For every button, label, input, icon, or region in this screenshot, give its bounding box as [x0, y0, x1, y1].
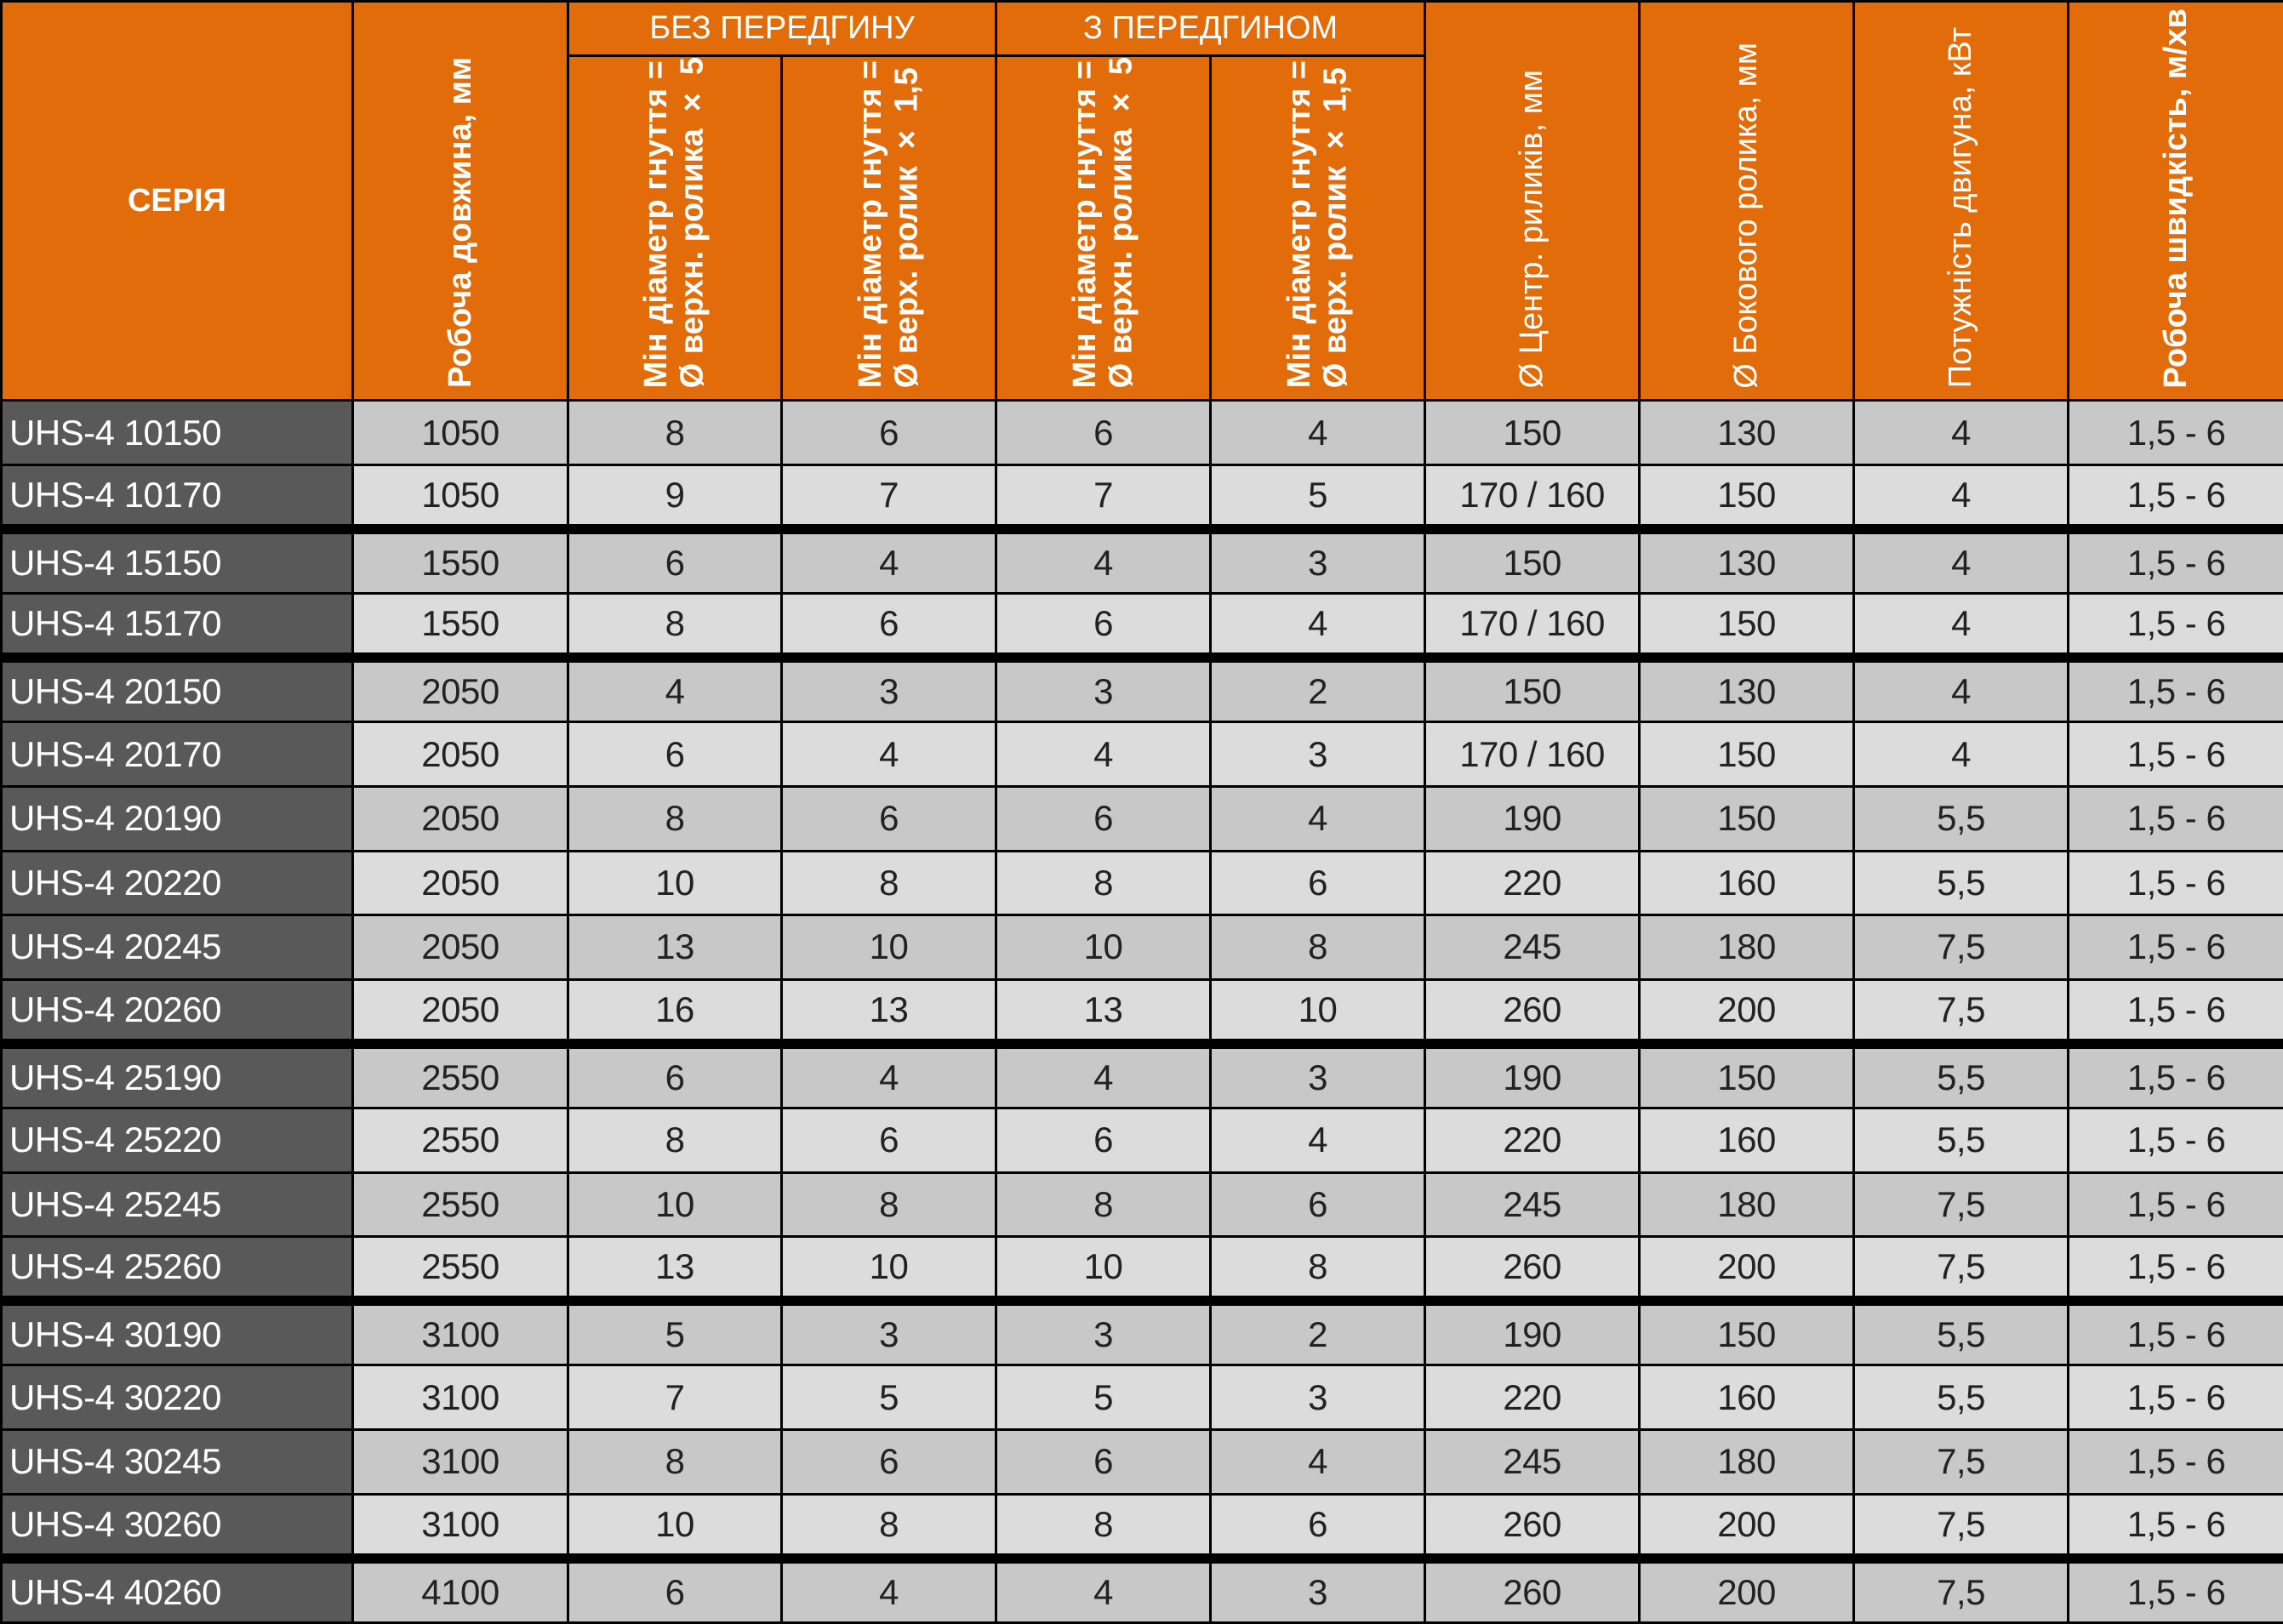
header-motor-power-label: Потужність двигуна, кВт	[1943, 27, 1979, 388]
min-diameter-b-cell: 7	[782, 465, 996, 530]
motor-power-cell: 4	[1854, 529, 2069, 594]
motor-power-cell: 5,5	[1854, 1044, 2069, 1108]
side-roller-cell: 130	[1640, 529, 1854, 594]
working-speed-cell: 1,5 - 6	[2069, 1429, 2283, 1494]
min-diameter-a-cell: 13	[568, 915, 782, 980]
series-cell: UHS-4 25260	[2, 1237, 353, 1302]
series-cell: UHS-4 15170	[2, 594, 353, 658]
working-length-cell: 2050	[353, 915, 568, 980]
min-diameter-c-cell: 6	[996, 401, 1211, 465]
series-cell: UHS-4 20150	[2, 658, 353, 722]
center-roller-cell: 170 / 160	[1425, 722, 1640, 787]
min-diameter-c-cell: 13	[996, 979, 1211, 1044]
center-roller-cell: 170 / 160	[1425, 465, 1640, 530]
min-diameter-c-cell: 8	[996, 1172, 1211, 1237]
header-min-diameter-a-line2: Ø верхн. ролика × 5	[675, 57, 711, 388]
center-roller-cell: 260	[1425, 1237, 1640, 1302]
table-row	[2, 1172, 2283, 1237]
series-cell: UHS-4 20260	[2, 979, 353, 1044]
header-min-diameter-c-line1: Мін діаметр гнуття =	[1067, 60, 1103, 388]
header-min-diameter-c-line2: Ø верхн. ролика × 5	[1104, 57, 1139, 388]
working-length-cell: 1550	[353, 529, 568, 594]
min-diameter-a-cell: 8	[568, 401, 782, 465]
working-length-cell: 4100	[353, 1558, 568, 1623]
min-diameter-b-cell: 6	[782, 1429, 996, 1494]
min-diameter-c-cell: 6	[996, 1108, 1211, 1172]
min-diameter-c-cell: 10	[996, 1237, 1211, 1302]
min-diameter-b-cell: 4	[782, 722, 996, 787]
min-diameter-b-cell: 8	[782, 851, 996, 915]
table-body	[2, 401, 2283, 1622]
min-diameter-d-cell: 2	[1211, 1301, 1425, 1365]
header-group-without-prebend: БЕЗ ПЕРЕДГИНУ	[568, 2, 996, 56]
series-cell: UHS-4 20190	[2, 786, 353, 851]
center-roller-cell: 245	[1425, 1429, 1640, 1494]
header-min-diameter-d-label	[1281, 60, 1354, 388]
working-length-cell: 3100	[353, 1301, 568, 1365]
side-roller-cell: 200	[1640, 979, 1854, 1044]
min-diameter-b-cell: 4	[782, 529, 996, 594]
working-length-cell: 2550	[353, 1108, 568, 1172]
min-diameter-a-cell: 7	[568, 1365, 782, 1430]
min-diameter-c-cell: 6	[996, 594, 1211, 658]
header-side-roller	[1640, 2, 1854, 401]
working-speed-cell: 1,5 - 6	[2069, 979, 2283, 1044]
table-row	[2, 722, 2283, 787]
motor-power-cell: 7,5	[1854, 1429, 2069, 1494]
min-diameter-c-cell: 3	[996, 658, 1211, 722]
motor-power-cell: 5,5	[1854, 786, 2069, 851]
min-diameter-d-cell: 4	[1211, 401, 1425, 465]
motor-power-cell: 7,5	[1854, 1237, 2069, 1302]
table-row	[2, 851, 2283, 915]
min-diameter-a-cell: 16	[568, 979, 782, 1044]
motor-power-cell: 5,5	[1854, 1301, 2069, 1365]
side-roller-cell: 150	[1640, 465, 1854, 530]
min-diameter-c-cell: 4	[996, 722, 1211, 787]
min-diameter-b-cell: 6	[782, 1108, 996, 1172]
working-speed-cell: 1,5 - 6	[2069, 658, 2283, 722]
table-row	[2, 1301, 2283, 1365]
min-diameter-a-cell: 4	[568, 658, 782, 722]
side-roller-cell: 200	[1640, 1558, 1854, 1623]
working-speed-cell: 1,5 - 6	[2069, 1108, 2283, 1172]
motor-power-cell: 4	[1854, 722, 2069, 787]
working-speed-cell: 1,5 - 6	[2069, 594, 2283, 658]
min-diameter-a-cell: 13	[568, 1237, 782, 1302]
center-roller-cell: 220	[1425, 851, 1640, 915]
side-roller-cell: 130	[1640, 658, 1854, 722]
table-row	[2, 1237, 2283, 1302]
center-roller-cell: 220	[1425, 1365, 1640, 1430]
table-row	[2, 529, 2283, 594]
center-roller-cell: 150	[1425, 401, 1640, 465]
min-diameter-d-cell: 4	[1211, 594, 1425, 658]
center-roller-cell: 260	[1425, 1558, 1640, 1623]
min-diameter-a-cell: 10	[568, 1494, 782, 1558]
min-diameter-c-cell: 4	[996, 1558, 1211, 1623]
header-center-rollers-label: Ø Центр. риликів, мм	[1514, 70, 1550, 388]
header-side-roller-label: Ø Бокового ролика, мм	[1728, 43, 1765, 389]
min-diameter-a-cell: 8	[568, 786, 782, 851]
header-min-diameter-b-label	[853, 60, 925, 388]
motor-power-cell: 5,5	[1854, 1108, 2069, 1172]
min-diameter-a-cell: 5	[568, 1301, 782, 1365]
side-roller-cell: 180	[1640, 1172, 1854, 1237]
min-diameter-d-cell: 3	[1211, 722, 1425, 787]
min-diameter-b-cell: 3	[782, 658, 996, 722]
side-roller-cell: 200	[1640, 1494, 1854, 1558]
min-diameter-d-cell: 6	[1211, 1494, 1425, 1558]
side-roller-cell: 160	[1640, 1108, 1854, 1172]
header-working-speed-label: Робоча швидкість, м/хв	[2158, 9, 2195, 389]
min-diameter-a-cell: 6	[568, 529, 782, 594]
center-roller-cell: 260	[1425, 1494, 1640, 1558]
working-speed-cell: 1,5 - 6	[2069, 1365, 2283, 1430]
motor-power-cell: 4	[1854, 658, 2069, 722]
table-row	[2, 1494, 2283, 1558]
table-row	[2, 1044, 2283, 1108]
min-diameter-a-cell: 8	[568, 594, 782, 658]
working-length-cell: 2050	[353, 786, 568, 851]
center-roller-cell: 220	[1425, 1108, 1640, 1172]
min-diameter-d-cell: 2	[1211, 658, 1425, 722]
table-row	[2, 1108, 2283, 1172]
min-diameter-c-cell: 8	[996, 1494, 1211, 1558]
side-roller-cell: 150	[1640, 1044, 1854, 1108]
min-diameter-d-cell: 3	[1211, 529, 1425, 594]
side-roller-cell: 200	[1640, 1237, 1854, 1302]
series-cell: UHS-4 20245	[2, 915, 353, 980]
min-diameter-b-cell: 3	[782, 1301, 996, 1365]
series-cell: UHS-4 25190	[2, 1044, 353, 1108]
min-diameter-b-cell: 5	[782, 1365, 996, 1430]
working-speed-cell: 1,5 - 6	[2069, 851, 2283, 915]
series-cell: UHS-4 20170	[2, 722, 353, 787]
table-row	[2, 786, 2283, 851]
table-row	[2, 1429, 2283, 1494]
motor-power-cell: 7,5	[1854, 1172, 2069, 1237]
center-roller-cell: 190	[1425, 786, 1640, 851]
table-row	[2, 1558, 2283, 1623]
header-group-with-prebend: З ПЕРЕДГИНОМ	[996, 2, 1425, 56]
min-diameter-d-cell: 4	[1211, 1108, 1425, 1172]
side-roller-cell: 160	[1640, 1365, 1854, 1430]
center-roller-cell: 245	[1425, 915, 1640, 980]
working-length-cell: 1050	[353, 401, 568, 465]
center-roller-cell: 190	[1425, 1044, 1640, 1108]
min-diameter-a-cell: 6	[568, 1044, 782, 1108]
table-row	[2, 401, 2283, 465]
header-motor-power	[1854, 2, 2069, 401]
header-series: СЕРІЯ	[2, 2, 353, 401]
min-diameter-d-cell: 8	[1211, 915, 1425, 980]
table-row	[2, 594, 2283, 658]
min-diameter-b-cell: 6	[782, 401, 996, 465]
min-diameter-d-cell: 4	[1211, 1429, 1425, 1494]
header-min-diameter-d-line1: Мін діаметр гнуття =	[1281, 60, 1317, 388]
working-length-cell: 2050	[353, 658, 568, 722]
min-diameter-d-cell: 8	[1211, 1237, 1425, 1302]
working-speed-cell: 1,5 - 6	[2069, 1172, 2283, 1237]
motor-power-cell: 7,5	[1854, 979, 2069, 1044]
series-cell: UHS-4 25220	[2, 1108, 353, 1172]
motor-power-cell: 7,5	[1854, 1494, 2069, 1558]
motor-power-cell: 5,5	[1854, 1365, 2069, 1430]
header-min-diameter-d-line2: Ø верх. ролик × 1,5	[1318, 67, 1354, 388]
min-diameter-b-cell: 6	[782, 786, 996, 851]
center-roller-cell: 150	[1425, 529, 1640, 594]
center-roller-cell: 245	[1425, 1172, 1640, 1237]
min-diameter-c-cell: 3	[996, 1301, 1211, 1365]
series-cell: UHS-4 30260	[2, 1494, 353, 1558]
header-min-diameter-c	[996, 56, 1211, 401]
working-length-cell: 2050	[353, 851, 568, 915]
working-speed-cell: 1,5 - 6	[2069, 465, 2283, 530]
min-diameter-d-cell: 5	[1211, 465, 1425, 530]
working-length-cell: 1050	[353, 465, 568, 530]
center-roller-cell: 190	[1425, 1301, 1640, 1365]
header-min-diameter-b-line1: Мін діаметр гнуття =	[853, 60, 888, 388]
side-roller-cell: 150	[1640, 722, 1854, 787]
table-row	[2, 1365, 2283, 1430]
motor-power-cell: 7,5	[1854, 915, 2069, 980]
min-diameter-b-cell: 13	[782, 979, 996, 1044]
min-diameter-b-cell: 6	[782, 594, 996, 658]
working-speed-cell: 1,5 - 6	[2069, 529, 2283, 594]
min-diameter-c-cell: 5	[996, 1365, 1211, 1430]
series-cell: UHS-4 15150	[2, 529, 353, 594]
table-header	[2, 2, 2283, 401]
side-roller-cell: 150	[1640, 1301, 1854, 1365]
series-cell: UHS-4 30245	[2, 1429, 353, 1494]
working-length-cell: 2050	[353, 979, 568, 1044]
min-diameter-d-cell: 3	[1211, 1044, 1425, 1108]
min-diameter-d-cell: 6	[1211, 1172, 1425, 1237]
min-diameter-a-cell: 10	[568, 1172, 782, 1237]
series-cell: UHS-4 30190	[2, 1301, 353, 1365]
min-diameter-a-cell: 6	[568, 1558, 782, 1623]
header-min-diameter-a	[568, 56, 782, 401]
center-roller-cell: 170 / 160	[1425, 594, 1640, 658]
working-speed-cell: 1,5 - 6	[2069, 1301, 2283, 1365]
working-speed-cell: 1,5 - 6	[2069, 1494, 2283, 1558]
working-speed-cell: 1,5 - 6	[2069, 915, 2283, 980]
min-diameter-c-cell: 10	[996, 915, 1211, 980]
min-diameter-b-cell: 8	[782, 1172, 996, 1237]
header-working-length-label: Робоча довжина, мм	[442, 57, 479, 388]
motor-power-cell: 4	[1854, 401, 2069, 465]
working-speed-cell: 1,5 - 6	[2069, 1558, 2283, 1623]
header-center-rollers	[1425, 2, 1640, 401]
motor-power-cell: 7,5	[1854, 1558, 2069, 1623]
working-speed-cell: 1,5 - 6	[2069, 401, 2283, 465]
min-diameter-a-cell: 8	[568, 1108, 782, 1172]
working-speed-cell: 1,5 - 6	[2069, 1237, 2283, 1302]
min-diameter-a-cell: 8	[568, 1429, 782, 1494]
header-min-diameter-a-line1: Мін діаметр гнуття =	[638, 60, 674, 388]
min-diameter-c-cell: 8	[996, 851, 1211, 915]
motor-power-cell: 4	[1854, 465, 2069, 530]
min-diameter-a-cell: 6	[568, 722, 782, 787]
center-roller-cell: 150	[1425, 658, 1640, 722]
header-min-diameter-a-label	[638, 57, 711, 388]
working-speed-cell: 1,5 - 6	[2069, 786, 2283, 851]
series-cell: UHS-4 30220	[2, 1365, 353, 1430]
working-length-cell: 2050	[353, 722, 568, 787]
side-roller-cell: 160	[1640, 851, 1854, 915]
min-diameter-c-cell: 6	[996, 1429, 1211, 1494]
min-diameter-b-cell: 4	[782, 1558, 996, 1623]
working-length-cell: 3100	[353, 1365, 568, 1430]
min-diameter-c-cell: 4	[996, 1044, 1211, 1108]
series-cell: UHS-4 40260	[2, 1558, 353, 1623]
working-length-cell: 3100	[353, 1494, 568, 1558]
header-min-diameter-d	[1211, 56, 1425, 401]
min-diameter-d-cell: 3	[1211, 1365, 1425, 1430]
min-diameter-d-cell: 6	[1211, 851, 1425, 915]
table-row	[2, 658, 2283, 722]
header-min-diameter-b-line2: Ø верх. ролик × 1,5	[889, 67, 925, 388]
min-diameter-b-cell: 10	[782, 1237, 996, 1302]
series-cell: UHS-4 10150	[2, 401, 353, 465]
min-diameter-d-cell: 10	[1211, 979, 1425, 1044]
working-length-cell: 1550	[353, 594, 568, 658]
working-speed-cell: 1,5 - 6	[2069, 722, 2283, 787]
table-row	[2, 915, 2283, 980]
series-cell: UHS-4 25245	[2, 1172, 353, 1237]
min-diameter-c-cell: 7	[996, 465, 1211, 530]
side-roller-cell: 150	[1640, 786, 1854, 851]
table-row	[2, 979, 2283, 1044]
header-working-speed	[2069, 2, 2283, 401]
center-roller-cell: 260	[1425, 979, 1640, 1044]
side-roller-cell: 130	[1640, 401, 1854, 465]
working-speed-cell: 1,5 - 6	[2069, 1044, 2283, 1108]
side-roller-cell: 150	[1640, 594, 1854, 658]
table-row	[2, 465, 2283, 530]
min-diameter-b-cell: 8	[782, 1494, 996, 1558]
motor-power-cell: 4	[1854, 594, 2069, 658]
min-diameter-d-cell: 4	[1211, 786, 1425, 851]
min-diameter-a-cell: 9	[568, 465, 782, 530]
header-working-length	[353, 2, 568, 401]
header-min-diameter-b	[782, 56, 996, 401]
min-diameter-c-cell: 6	[996, 786, 1211, 851]
working-length-cell: 2550	[353, 1172, 568, 1237]
min-diameter-a-cell: 10	[568, 851, 782, 915]
header-min-diameter-c-label	[1067, 57, 1139, 388]
working-length-cell: 3100	[353, 1429, 568, 1494]
side-roller-cell: 180	[1640, 915, 1854, 980]
min-diameter-d-cell: 3	[1211, 1558, 1425, 1623]
series-cell: UHS-4 10170	[2, 465, 353, 530]
working-length-cell: 2550	[353, 1237, 568, 1302]
side-roller-cell: 180	[1640, 1429, 1854, 1494]
series-cell: UHS-4 20220	[2, 851, 353, 915]
min-diameter-b-cell: 4	[782, 1044, 996, 1108]
working-length-cell: 2550	[353, 1044, 568, 1108]
min-diameter-c-cell: 4	[996, 529, 1211, 594]
motor-power-cell: 5,5	[1854, 851, 2069, 915]
min-diameter-b-cell: 10	[782, 915, 996, 980]
